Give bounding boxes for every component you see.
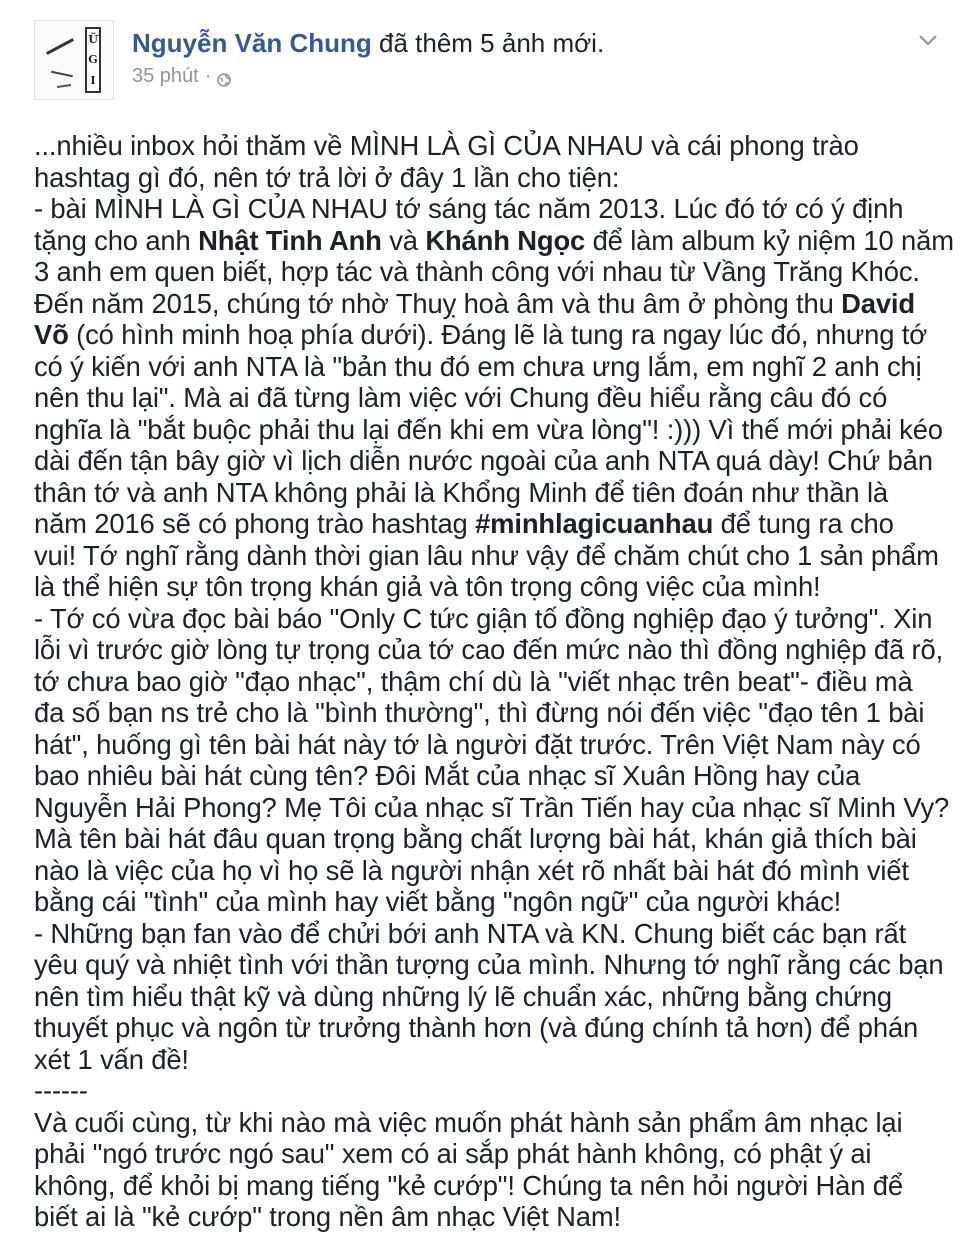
text-segment: là thể hiện sự tôn trọng khán giả và tôn trọng công việc của mình! [34, 571, 821, 602]
text-segment: 3 anh em quen biết, hợp tác và thành công với nhau từ Vầng Trăng Khóc. [34, 256, 920, 287]
post-text-line [34, 1107, 934, 1139]
post-text-line [34, 1044, 934, 1076]
text-segment: hát", huống gì tên bài hát này tớ là người đặt trước. Trên Việt Nam này có [34, 728, 921, 760]
timestamp-link[interactable]: 35 phút [132, 65, 199, 87]
post-meta [132, 20, 604, 88]
post-text-line [34, 1201, 934, 1233]
text-segment: - Tớ có vừa đọc bài báo "Only C tức giận tố đồng nghiệp đạo ý tưởng". Xin [34, 602, 933, 634]
post-text-line [34, 1138, 934, 1170]
post-action-text: đã thêm 5 ảnh mới. [379, 28, 605, 58]
avatar-seal-glyphs: Ữ G I [85, 27, 101, 93]
author-name-link[interactable]: Nguyễn Văn Chung [132, 28, 372, 58]
text-segment: đa số bạn ns trẻ cho là "bình thường", thì đừng nói đến việc "đạo tên 1 bài [34, 697, 925, 728]
text-segment: thuyết phục và ngôn từ trưởng thành hơn (và đúng chính tả hơn) để phán [34, 1012, 919, 1043]
post-text-line [34, 477, 934, 509]
post-text-line [34, 981, 934, 1013]
text-segment: - bài MÌNH LÀ GÌ CỦA NHAU tớ sáng tác năm 2013. Lúc đó tớ có ý định [34, 193, 904, 224]
text-segment: và [381, 224, 426, 256]
text-segment: Mà tên bài hát đâu quan trọng bằng chất lượng bài hát, khán giả thích bài [34, 823, 917, 854]
text-segment: xét 1 vấn đề! [34, 1043, 189, 1075]
post-headline [132, 28, 604, 58]
post-text-line [34, 666, 934, 698]
post-text-line [34, 1012, 934, 1044]
text-segment: nào là việc của họ vì họ sẽ là người nhận xét rõ nhất bài hát đó mình viết [34, 854, 909, 886]
post-text-line [34, 760, 934, 792]
post-text-line [34, 508, 934, 540]
text-segment: - Những bạn fan vào để chửi bới anh NTA và KN. Chung biết các bạn rất [34, 917, 907, 949]
post-text-line [34, 949, 944, 981]
avatar-brush-stroke [57, 84, 71, 88]
bold-text-segment[interactable]: #minhlagicuanhau [475, 508, 714, 539]
avatar-brush-stroke [46, 38, 74, 55]
post-text-line [34, 224, 954, 257]
post-text-line [34, 855, 934, 887]
separator-dot: · [204, 65, 212, 87]
post-text-line [34, 603, 934, 635]
text-segment: để tung ra cho [713, 508, 894, 539]
post-header [34, 20, 932, 106]
bold-text-segment[interactable]: Nhật Tinh Anh [198, 224, 382, 256]
text-segment: yêu quý và nhiệt tình với thần tượng của mình. Nhưng tớ nghĩ rằng các bạn [34, 949, 944, 980]
avatar[interactable] [34, 20, 114, 100]
globe-icon[interactable] [217, 69, 231, 83]
text-segment: vui! Tớ nghĩ rằng dành thời gian lâu như vậy để chăm chút cho 1 sản phẩm [34, 539, 939, 571]
post-text-line [34, 634, 944, 666]
bold-text-segment[interactable]: David [841, 287, 915, 319]
chevron-down-icon[interactable] [916, 30, 940, 50]
text-segment: Nguyễn Hải Phong? Mẹ Tôi của nhạc sĩ Trần Tiến hay của nhạc sĩ Minh Vy? [34, 791, 950, 823]
post-text-line [34, 193, 934, 225]
post-subline [132, 64, 604, 88]
text-segment: bằng cái "tình" của mình hay viết bằng "ngôn ngữ" của người khác! [34, 886, 842, 917]
text-segment: tặng cho anh [34, 224, 199, 256]
post-text-line [34, 886, 934, 918]
text-segment: lỗi vì trước giờ lòng tự trọng của tớ cao đến mức nào thì đồng nghiệp đã rõ, [34, 634, 944, 665]
text-segment: có ý kiến với anh NTA là "bản thu đó em chưa ưng lắm, em nghĩ 2 anh chị [34, 350, 922, 382]
post-text-line [34, 319, 934, 351]
text-segment: ...nhiều inbox hỏi thăm về MÌNH LÀ GÌ CỦA NHAU và cái phong trào [34, 130, 859, 161]
text-segment: không, để khỏi bị mang tiếng "kẻ cướp"! Chúng ta nên hỏi người Hàn để [34, 1169, 903, 1201]
text-segment: nghĩa là "bắt buộc phải thu lại đến khi em vừa lòng"! :))) Vì thế mới phải kéo [34, 413, 943, 445]
text-segment: để làm album kỷ niệm 10 năm [585, 224, 954, 256]
post-text-line [34, 571, 934, 603]
text-segment: Đến năm 2015, chúng tớ nhờ Thuỵ hoà âm và thu âm ở phòng thu [34, 287, 842, 319]
text-segment: hashtag gì đó, nên tớ trả lời ở đây 1 lần cho tiện: [34, 161, 620, 193]
post-text-line [34, 351, 934, 383]
text-segment: biết ai là "kẻ cướp" trong nền âm nhạc Việt Nam! [34, 1201, 622, 1232]
bold-text-segment[interactable]: Võ [34, 319, 69, 350]
bold-text-segment[interactable]: Khánh Ngọc [425, 224, 586, 256]
text-segment: bao nhiêu bài hát cùng tên? Đôi Mắt của nhạc sĩ Xuân Hồng hay của [34, 760, 861, 791]
text-segment: thân tớ và anh NTA không phải là Khổng Minh để tiên đoán như thần là [34, 476, 888, 508]
text-segment: (có hình minh hoạ phía dưới). Đáng lẽ là tung ra ngay lúc đó, nhưng tớ [68, 319, 928, 350]
post-text-line [34, 288, 934, 320]
post-text-line [34, 130, 934, 162]
text-segment: dài đến tận bây giờ vì lịch diễn nước ngoài của anh NTA quá dày! Chứ bản [34, 445, 933, 476]
post-text-line [34, 445, 934, 477]
text-segment: ------ [34, 1075, 88, 1106]
post-text-line [34, 918, 934, 950]
text-segment: nên tìm hiểu thật kỹ và dùng những lý lẽ chuẩn xác, những bằng chứng [34, 980, 892, 1012]
text-segment: phải "ngó trước ngó sau" xem có ai sắp phát hành không, có phật ý ai [34, 1138, 872, 1169]
text-segment: năm 2016 sẽ có phong trào hashtag [34, 508, 476, 539]
post-text-line [34, 1170, 934, 1202]
avatar-brush-stroke [51, 71, 73, 78]
post-text-line [34, 697, 934, 729]
post-body-text [34, 130, 954, 1233]
post-text-line [34, 413, 943, 446]
post-text-line [34, 162, 934, 194]
post-text-line [34, 382, 934, 414]
text-segment: tớ chưa bao giờ "đạo nhạc", thậm chí dù là "viết nhạc trên beat"- điều mà [34, 665, 913, 697]
post-text-line [34, 256, 934, 288]
post-text-line [34, 791, 950, 824]
text-segment: Và cuối cùng, từ khi nào mà việc muốn phát hành sản phẩm âm nhạc lại [34, 1106, 903, 1138]
post-text-line [34, 823, 934, 855]
post-text-line [34, 1075, 934, 1107]
post-text-line [34, 539, 939, 572]
text-segment: nên thu lại". Mà ai đã từng làm việc với Chung đều hiểu rằng câu đó có [34, 382, 888, 413]
post-text-line [34, 729, 934, 761]
